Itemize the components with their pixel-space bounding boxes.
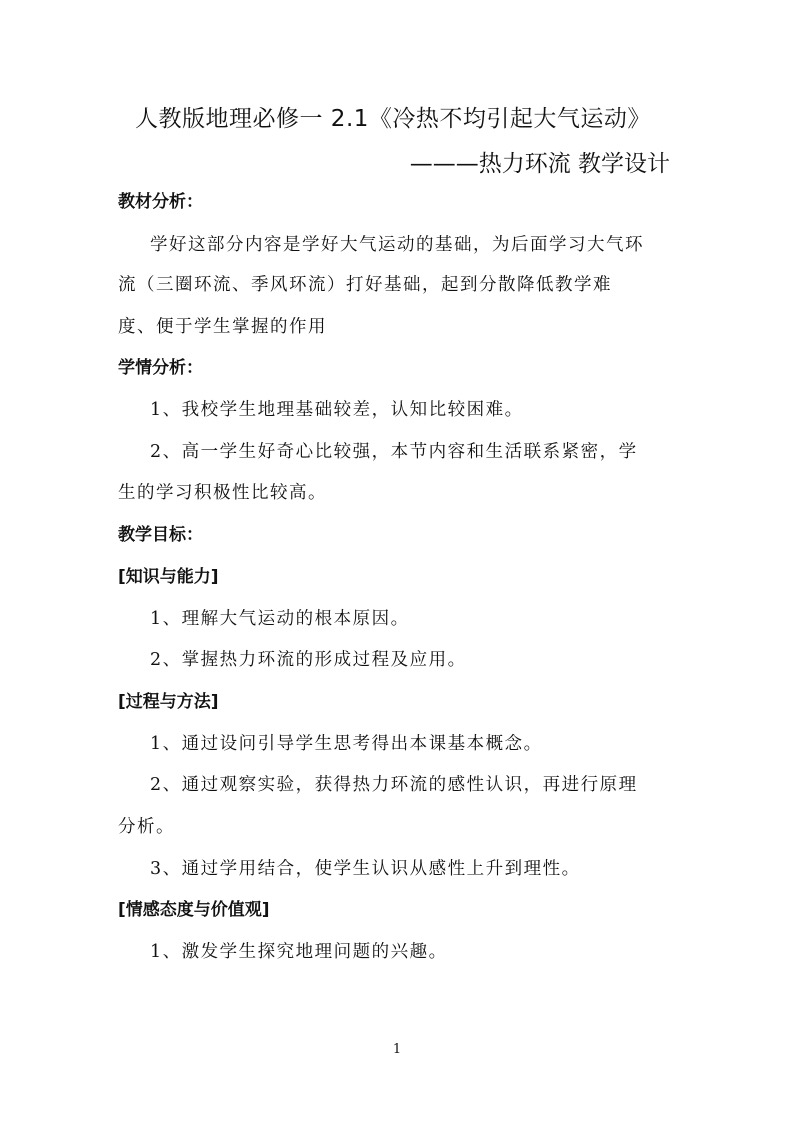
material-analysis-heading: 教材分析： [118, 192, 203, 212]
material-analysis-line-3: 度、便于学生掌握的作用 [118, 317, 327, 337]
process-method-heading: [过程与方法] [118, 692, 219, 712]
document-subtitle: ———热力环流 教学设计 [409, 151, 670, 177]
process-item-2-line-2: 分析。 [118, 817, 175, 837]
student-analysis-heading: 学情分析： [118, 358, 203, 378]
student-analysis-item-1: 1、我校学生地理基础较差，认知比较困难。 [150, 400, 524, 420]
knowledge-ability-heading: [知识与能力] [118, 567, 219, 587]
knowledge-item-1: 1、理解大气运动的根本原因。 [150, 609, 410, 629]
process-item-3: 3、通过学用结合，使学生认识从感性上升到理性。 [150, 859, 581, 879]
student-analysis-item-2-line-2: 生的学习积极性比较高。 [118, 483, 327, 503]
student-analysis-item-2-line-1: 2、高一学生好奇心比较强，本节内容和生活联系紧密，学 [150, 442, 638, 462]
process-item-2-line-1: 2、通过观察实验，获得热力环流的感性认识，再进行原理 [150, 775, 638, 795]
emotion-values-heading: [情感态度与价值观] [118, 900, 270, 920]
emotion-item-1: 1、激发学生探究地理问题的兴趣。 [150, 942, 448, 962]
document-title: 人教版地理必修一 2.1《冷热不均引起大气运动》 [135, 106, 651, 132]
knowledge-item-2: 2、掌握热力环流的形成过程及应用。 [150, 650, 467, 670]
objectives-heading: 教学目标： [118, 525, 203, 545]
material-analysis-line-2: 流（三圈环流、季风环流）打好基础，起到分散降低教学难 [118, 275, 612, 295]
material-analysis-line-1: 学好这部分内容是学好大气运动的基础，为后面学习大气环 [150, 235, 644, 255]
page-number: 1 [392, 1042, 402, 1057]
process-item-1: 1、通过设问引导学生思考得出本课基本概念。 [150, 734, 543, 754]
